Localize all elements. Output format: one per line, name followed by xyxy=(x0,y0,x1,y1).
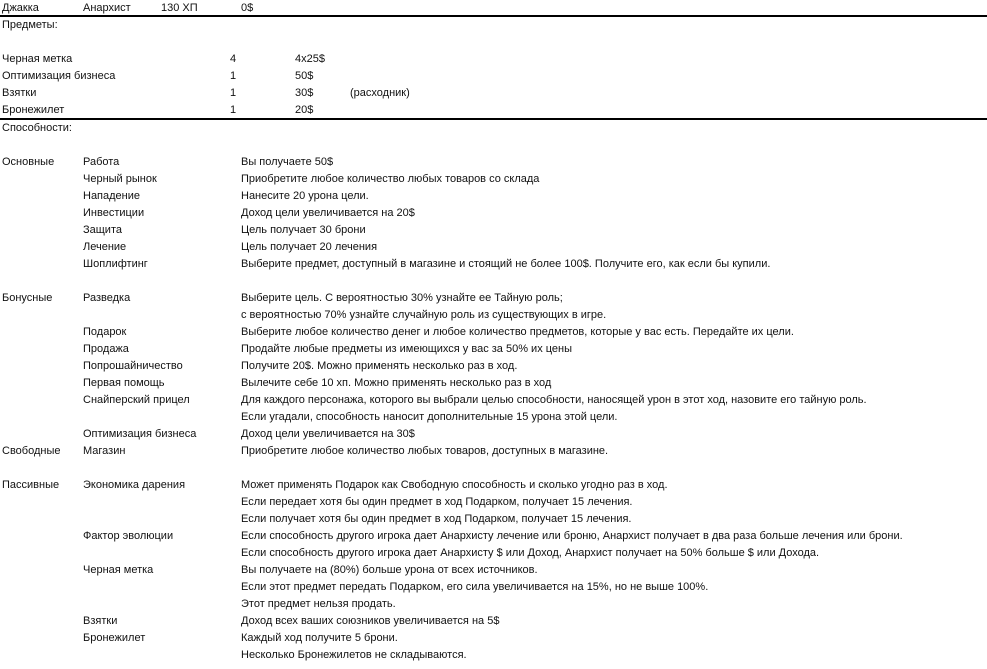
item-price: 4x25$ xyxy=(295,53,325,65)
ability-name: Лечение xyxy=(83,241,127,253)
ability-row xyxy=(0,443,987,460)
ability-name: Подарок xyxy=(83,326,127,338)
abilities-title-text: Способности: xyxy=(2,122,72,134)
ability-description: Каждый ход получите 5 брони. xyxy=(241,632,398,644)
ability-row xyxy=(0,562,987,579)
item-qty: 1 xyxy=(230,104,237,116)
ability-description: Этот предмет нельзя продать. xyxy=(241,598,396,610)
items-section-title xyxy=(0,17,987,34)
ability-row xyxy=(0,188,987,205)
ability-description: Приобретите любое количество любых товаров, доступных в магазине. xyxy=(241,445,609,457)
item-note: (расходник) xyxy=(350,87,410,99)
ability-description: Продайте любые предметы из имеющихся у вас за 50% их цены xyxy=(241,343,573,355)
ability-name: Черная метка xyxy=(83,564,154,576)
item-name: Взятки xyxy=(2,87,37,99)
item-price: 50$ xyxy=(295,70,314,82)
ability-row xyxy=(0,154,987,171)
ability-description: Если способность другого игрока дает Анархисту $ или Доход, Анархист получает на 50% больше $ или Дохода. xyxy=(241,547,820,559)
ability-name: Фактор эволюции xyxy=(83,530,174,542)
character-name: Джакка xyxy=(2,2,39,14)
item-row xyxy=(0,51,987,68)
item-row xyxy=(0,68,987,85)
ability-row xyxy=(0,392,987,409)
ability-category: Свободные xyxy=(2,445,61,457)
abilities-section-title xyxy=(0,120,987,137)
items-title-text: Предметы: xyxy=(2,19,58,31)
ability-description: Для каждого персонажа, которого вы выбрали целью способности, наносящей урон в этот ход, назовите его тайную роль. xyxy=(241,394,867,406)
ability-description: Если способность другого игрока дает Анархисту лечение или броню, Анархист получает в два раза больше лечения или брони. xyxy=(241,530,903,542)
ability-row xyxy=(0,171,987,188)
item-row xyxy=(0,102,987,119)
item-name: Оптимизация бизнеса xyxy=(2,70,116,82)
ability-description: Вылечите себе 10 хп. Можно применять несколько раз в ход xyxy=(241,377,552,389)
ability-name: Работа xyxy=(83,156,120,168)
ability-name: Экономика дарения xyxy=(83,479,186,491)
ability-row xyxy=(0,341,987,358)
ability-row xyxy=(0,579,987,596)
item-price: 30$ xyxy=(295,87,314,99)
ability-row xyxy=(0,477,987,494)
ability-row xyxy=(0,647,987,664)
ability-category: Пассивные xyxy=(2,479,60,491)
ability-row xyxy=(0,409,987,426)
ability-row xyxy=(0,290,987,307)
ability-name: Инвестиции xyxy=(83,207,145,219)
item-qty: 1 xyxy=(230,70,237,82)
character-hp: 130 ХП xyxy=(161,2,198,14)
ability-row xyxy=(0,494,987,511)
ability-row xyxy=(0,528,987,545)
ability-description: Приобретите любое количество любых товаров со склада xyxy=(241,173,540,185)
ability-category: Основные xyxy=(2,156,55,168)
ability-name: Продажа xyxy=(83,343,129,355)
ability-description: Цель получает 20 лечения xyxy=(241,241,378,253)
ability-category: Бонусные xyxy=(2,292,53,304)
ability-row xyxy=(0,630,987,647)
item-name: Бронежилет xyxy=(2,104,65,116)
ability-row xyxy=(0,239,987,256)
ability-description: Получите 20$. Можно применять несколько раз в ход. xyxy=(241,360,518,372)
ability-description: Если угадали, способность наносит дополнительные 15 урона этой цели. xyxy=(241,411,618,423)
ability-description: Несколько Бронежилетов не складываются. xyxy=(241,649,467,661)
item-price: 20$ xyxy=(295,104,314,116)
ability-row xyxy=(0,222,987,239)
ability-name: Шоплифтинг xyxy=(83,258,148,270)
ability-description: Доход цели увеличивается на 30$ xyxy=(241,428,415,440)
ability-description: с вероятностью 70% узнайте случайную роль из существующих в игре. xyxy=(241,309,607,321)
item-qty: 4 xyxy=(230,53,237,65)
ability-name: Магазин xyxy=(83,445,126,457)
ability-name: Черный рынок xyxy=(83,173,157,185)
ability-description: Может применять Подарок как Свободную способность и сколько угодно раз в ход. xyxy=(241,479,668,491)
ability-name: Нападение xyxy=(83,190,141,202)
ability-row xyxy=(0,511,987,528)
ability-description: Доход всех ваших союзников увеличивается на 5$ xyxy=(241,615,500,627)
ability-row xyxy=(0,613,987,630)
ability-description: Вы получаете 50$ xyxy=(241,156,334,168)
item-row xyxy=(0,85,987,102)
ability-description: Вы получаете на (80%) больше урона от всех источников. xyxy=(241,564,538,576)
ability-row xyxy=(0,426,987,443)
ability-description: Если передает хотя бы один предмет в ход Подарком, получает 15 лечения. xyxy=(241,496,633,508)
character-role: Анархист xyxy=(83,2,131,14)
ability-row xyxy=(0,256,987,273)
ability-description: Цель получает 30 брони xyxy=(241,224,366,236)
item-name: Черная метка xyxy=(2,53,73,65)
ability-row xyxy=(0,545,987,562)
ability-description: Если получает хотя бы один предмет в ход Подарком, получает 15 лечения. xyxy=(241,513,632,525)
ability-name: Бронежилет xyxy=(83,632,146,644)
ability-row xyxy=(0,205,987,222)
ability-row xyxy=(0,324,987,341)
character-money: 0$ xyxy=(241,2,254,14)
ability-description: Выберите предмет, доступный в магазине и стоящий не более 100$. Получите его, как если бы купили. xyxy=(241,258,771,270)
ability-description: Выберите любое количество денег и любое количество предметов, которые у вас есть. Передайте их цели. xyxy=(241,326,794,338)
ability-name: Оптимизация бизнеса xyxy=(83,428,197,440)
ability-description: Если этот предмет передать Подарком, его сила увеличивается на 15%, но не выше 100%. xyxy=(241,581,709,593)
ability-row xyxy=(0,358,987,375)
ability-row xyxy=(0,375,987,392)
ability-name: Разведка xyxy=(83,292,131,304)
ability-row xyxy=(0,307,987,324)
ability-description: Выберите цель. С вероятностью 30% узнайте ее Тайную роль; xyxy=(241,292,563,304)
ability-name: Попрошайничество xyxy=(83,360,183,372)
ability-name: Первая помощь xyxy=(83,377,165,389)
ability-row xyxy=(0,596,987,613)
ability-name: Взятки xyxy=(83,615,118,627)
ability-name: Защита xyxy=(83,224,122,236)
item-qty: 1 xyxy=(230,87,237,99)
ability-description: Нанесите 20 урона цели. xyxy=(241,190,369,202)
ability-description: Доход цели увеличивается на 20$ xyxy=(241,207,415,219)
ability-name: Снайперский прицел xyxy=(83,394,190,406)
